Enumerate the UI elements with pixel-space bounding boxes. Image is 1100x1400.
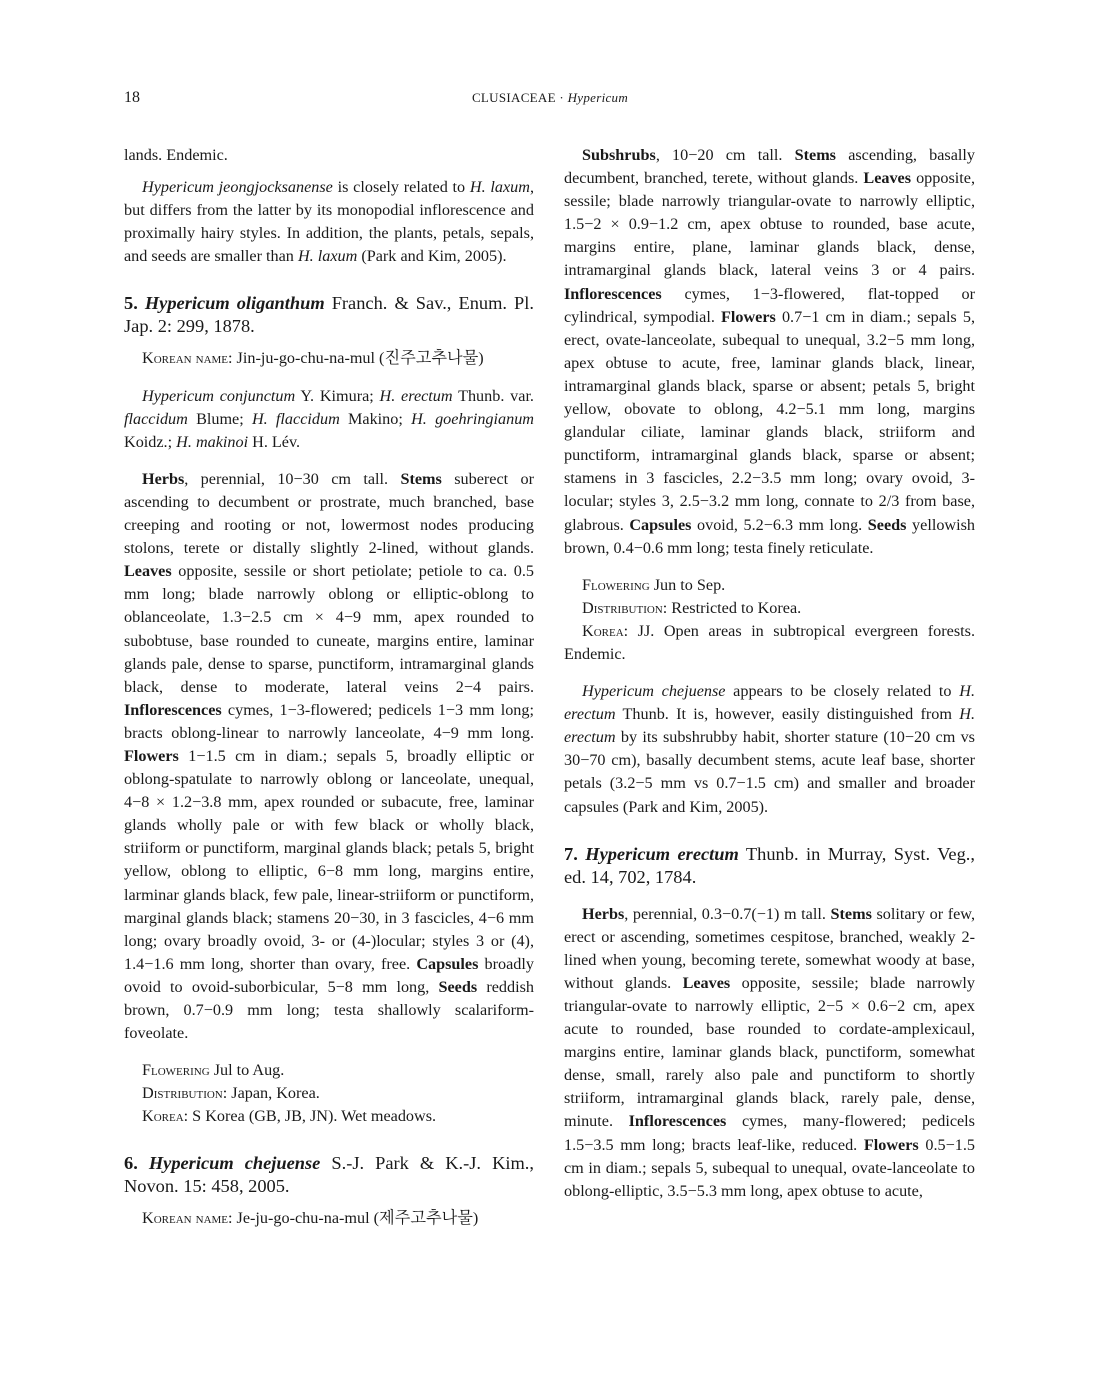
running-head: [0, 90, 1100, 106]
field-label: Korean name: [142, 349, 229, 368]
taxon-name: H. erectum: [564, 682, 975, 724]
taxon-name: H. laxum: [297, 247, 358, 266]
term-bold: Subshrubs: [582, 146, 656, 164]
species-authority: Thunb. in Murray, Syst. Veg., ed. 14, 702, 1784.: [564, 843, 975, 887]
species-name: Hypericum oliganthum: [144, 293, 325, 314]
text-run: suberect or ascending to decumbent or prostrate, much branched, base creeping and rooting or not, lowermost nodes producing stolons, terete or distally slightly 2-lined, without glands.: [124, 469, 534, 558]
term-bold: Leaves: [124, 562, 172, 581]
distribution-line: [564, 597, 975, 620]
field-label: Flowering: [582, 575, 650, 594]
text-run: , 10−20 cm tall.: [655, 146, 795, 164]
species-authority: S.-J. Park & K.-J. Kim., Novon. 15: 458, 2005.: [124, 1153, 534, 1197]
field-label: Distribution: [582, 598, 663, 617]
term-bold: Flowers: [721, 307, 776, 326]
right-column: [564, 144, 975, 1203]
text-run: opposite, sessile or short petiolate; petiole to ca. 0.5 mm long; blade narrowly oblong or elliptic-oblong to oblanceolate, 1.3−2.5 cm × 4−9 mm, apex rounded to subobtuse, base rounded to cuneate, margins entire, laminar glands pale, dense to sparse, punctiform, intramarginal glands black, dense to moderate, lateral veins 2−4 pairs.: [124, 562, 534, 696]
text-run: broadly ovoid to ovoid-suborbicular, 5−8 mm long,: [124, 954, 534, 996]
flowering-line: [124, 1059, 534, 1082]
term-bold: Seeds: [438, 977, 478, 996]
text-run: Thunb. var.: [452, 386, 534, 405]
term-bold: Stems: [830, 904, 872, 923]
term-bold: Seeds: [867, 515, 907, 534]
running-head-family: CLUSIACEAE: [471, 90, 556, 105]
species-number: 5.: [124, 293, 138, 314]
species-name: Hypericum erectum: [585, 843, 739, 864]
page-number: 18: [124, 89, 140, 106]
taxon-name: H. erectum: [379, 386, 453, 405]
field-label: Korean name: [142, 1209, 229, 1228]
text-run: Thunb. It is, however, easily distinguished from: [615, 705, 960, 724]
species-authority: Franch. & Sav., Enum. Pl. Jap. 2: 299, 1878.: [124, 293, 534, 337]
text-run: 1−1.5 cm in diam.; sepals 5, broadly elliptic or oblong-spatulate to narrowly oblong or lanceolate, unequal, 4−8 × 1.2−3.8 mm, apex rounded or subacute, free, laminar glands wholly pale or with few black or wholly black, striiform or punctiform, marginal glands black; petals 5, bright yellow, oblong to elliptic, 6−8 mm long, margins entire, larminar glands black, few pale, linear-striiform or punctiform, marginal glands black; stamens 20−30, in 3 fascicles, 4−6 mm long; ovary broadly ovoid, 3- or (4-)locular; styles 3 or (4), 1.4−1.6 mm long, shorter than ovary, free.: [124, 746, 534, 973]
taxon-name: H. flaccidum: [251, 409, 340, 428]
text-run: solitary or few, erect or ascending, sometimes cespitose, branched, weakly 2-lined when young, becoming terete, somewhat woody at base, without glands.: [564, 904, 975, 992]
continued-text: lands. Endemic.: [124, 146, 228, 164]
term-bold: Inflorescences: [628, 1112, 727, 1131]
distribution-line: [124, 1082, 534, 1105]
term-bold: Stems: [794, 146, 836, 164]
taxon-name: H. goehringianum: [411, 409, 534, 428]
text-run: cymes, 1−3-flowered, flat-topped or cylindrical, sympodial.: [564, 284, 975, 326]
term-bold: Flowers: [124, 746, 179, 765]
korean-name-line: [124, 1207, 534, 1230]
term-bold: Inflorescences: [124, 700, 222, 719]
field-value: : Je-ju-go-chu-na-mul (제주고추나물): [228, 1209, 479, 1228]
text-run: (Park and Kim, 2005).: [357, 247, 507, 266]
term-bold: Stems: [400, 469, 442, 488]
term-bold: Leaves: [863, 169, 912, 188]
korea-line: [564, 620, 975, 666]
taxon-name: H. erectum: [564, 705, 975, 747]
species-number: 6.: [124, 1153, 138, 1174]
field-label: Korea: [142, 1107, 184, 1126]
running-head-genus: Hypericum: [567, 90, 629, 105]
taxon-name: H. makinoi: [176, 432, 249, 451]
term-bold: Inflorescences: [564, 284, 662, 303]
species-heading: [124, 292, 534, 338]
text-run: appears to be closely related to: [725, 682, 960, 701]
field-label: Distribution: [142, 1084, 223, 1103]
note-paragraph: [124, 176, 534, 268]
field-value: : Restricted to Korea.: [662, 598, 802, 617]
taxon-name: Hypericum jeongjocksanense: [142, 178, 333, 197]
text-run: ascending, basally decumbent, branched, terete, without glands.: [564, 146, 975, 188]
text-run: 0.7−1 cm in diam.; sepals 5, erect, ovate-lanceolate, subequal to unequal, 3.2−5 mm long, apex obtuse to acute, free, laminar glands black, linear, intramarginal glands black, sparse or absent; petals 5, bright yellow, obovate to oblong, 4.2−5.1 mm long, margins glandular ciliate, laminar glands black, striiform and punctiform, intramarginal glands black, sparse or absent; stamens in 3 fascicles, 2.2−3.5 mm long; ovary ovoid, 3-locular; styles 3, 2.5−3.2 mm long, connate to 2/3 from base, glabrous.: [564, 307, 975, 534]
field-value: Jun to Sep.: [649, 575, 726, 594]
species-number: 7.: [564, 843, 578, 864]
field-label: Korea: [582, 621, 624, 640]
description-paragraph: [124, 468, 534, 1045]
taxon-name: Hypericum conjunctum: [142, 386, 296, 405]
text-run: H. Lév.: [248, 432, 301, 451]
description-paragraph: [564, 144, 975, 560]
text-run: Y. Kimura;: [295, 386, 380, 405]
taxon-name: H. laxum: [469, 178, 530, 197]
species-name: Hypericum chejuense: [148, 1153, 321, 1174]
field-label: Flowering: [142, 1061, 210, 1080]
field-value: : S Korea (GB, JB, JN). Wet meadows.: [183, 1107, 437, 1126]
text-run: , perennial, 10−30 cm tall.: [184, 469, 401, 488]
text-run: Blume;: [187, 409, 252, 428]
field-value: : Japan, Korea.: [222, 1084, 320, 1103]
text-run: is closely related to: [332, 178, 470, 197]
term-bold: Herbs: [142, 469, 185, 488]
running-head-separator: ·: [555, 90, 568, 105]
species-heading: [564, 843, 975, 889]
korea-line: [124, 1105, 534, 1128]
field-value: : Jin-ju-go-chu-na-mul (진주고추나물): [228, 349, 484, 368]
text-run: ovoid, 5.2−6.3 mm long.: [691, 515, 868, 534]
species-heading: [124, 1152, 534, 1198]
text-run: Koidz.;: [124, 432, 177, 451]
text-run: cymes, 1−3-flowered; pedicels 1−3 mm long; bracts oblong-linear to narrowly lanceolate, 4−9 mm long.: [124, 700, 534, 742]
term-bold: Capsules: [629, 515, 692, 534]
note-paragraph: [564, 680, 975, 819]
term-bold: Herbs: [582, 904, 625, 923]
term-bold: Flowers: [863, 1135, 919, 1154]
left-column: [124, 144, 534, 1231]
term-bold: Capsules: [416, 954, 479, 973]
field-value: : JJ. Open areas in subtropical evergreen forests. Endemic.: [564, 621, 975, 663]
text-run: reddish brown, 0.7−0.9 mm long; testa shallowly scalariform-foveolate.: [124, 977, 534, 1043]
taxon-name: Hypericum chejuense: [582, 682, 726, 701]
field-value: Jul to Aug.: [209, 1061, 285, 1080]
term-bold: Leaves: [682, 973, 731, 992]
text-run: opposite, sessile; blade narrowly triangular-ovate to narrowly elliptic, 2−5 × 0.6−2 cm, apex acute to rounded, base rounded to cordate-amplexicaul, margins entire, laminar glands black, punctiform, somewhat dense, small, rarely also pale and punctiform to shortly striiform, intramarginal glands black, rarely pale, dense, minute.: [564, 973, 975, 1131]
text-run: , but differs from the latter by its monopodial inflorescence and proximally hairy styles. In addition, the plants, petals, sepals, and seeds are smaller than: [124, 178, 535, 266]
text-run: 0.5−1.5 cm in diam.; sepals 5, subequal to unequal, ovate-lanceolate to oblong-elliptic, 3.5−5.3 mm long, apex obtuse to acute,: [564, 1135, 975, 1200]
flowering-line: [564, 574, 975, 597]
text-run: yellowish brown, 0.4−0.6 mm long; testa finely reticulate.: [564, 515, 975, 557]
description-paragraph: [564, 903, 975, 1203]
text-run: by its subshrubby habit, shorter stature (10−20 cm vs 30−70 cm), basally decumbent stems, acute leaf base, shorter petals (3.2−5 mm vs 0.7−1.5 cm) and smaller and broader capsules (Park and Kim, 2005).: [564, 728, 975, 816]
text-run: Makino;: [339, 409, 412, 428]
synonyms-paragraph: [124, 385, 534, 454]
taxon-name: flaccidum: [124, 409, 188, 428]
text-run: cymes, many-flowered; pedicels 1.5−3.5 mm long; bracts leaf-like, reduced.: [564, 1112, 975, 1154]
text-run: opposite, sessile; blade narrowly triangular-ovate to narrowly elliptic, 1.5−2 × 0.9−1.2 cm, apex obtuse to rounded, base acute, margins entire, plane, laminar glands black, dense, intramarginal glands black, lateral veins 3 or 4 pairs.: [564, 169, 975, 280]
text-run: , perennial, 0.3−0.7(−1) m tall.: [624, 904, 831, 923]
korean-name-line: [124, 347, 534, 370]
